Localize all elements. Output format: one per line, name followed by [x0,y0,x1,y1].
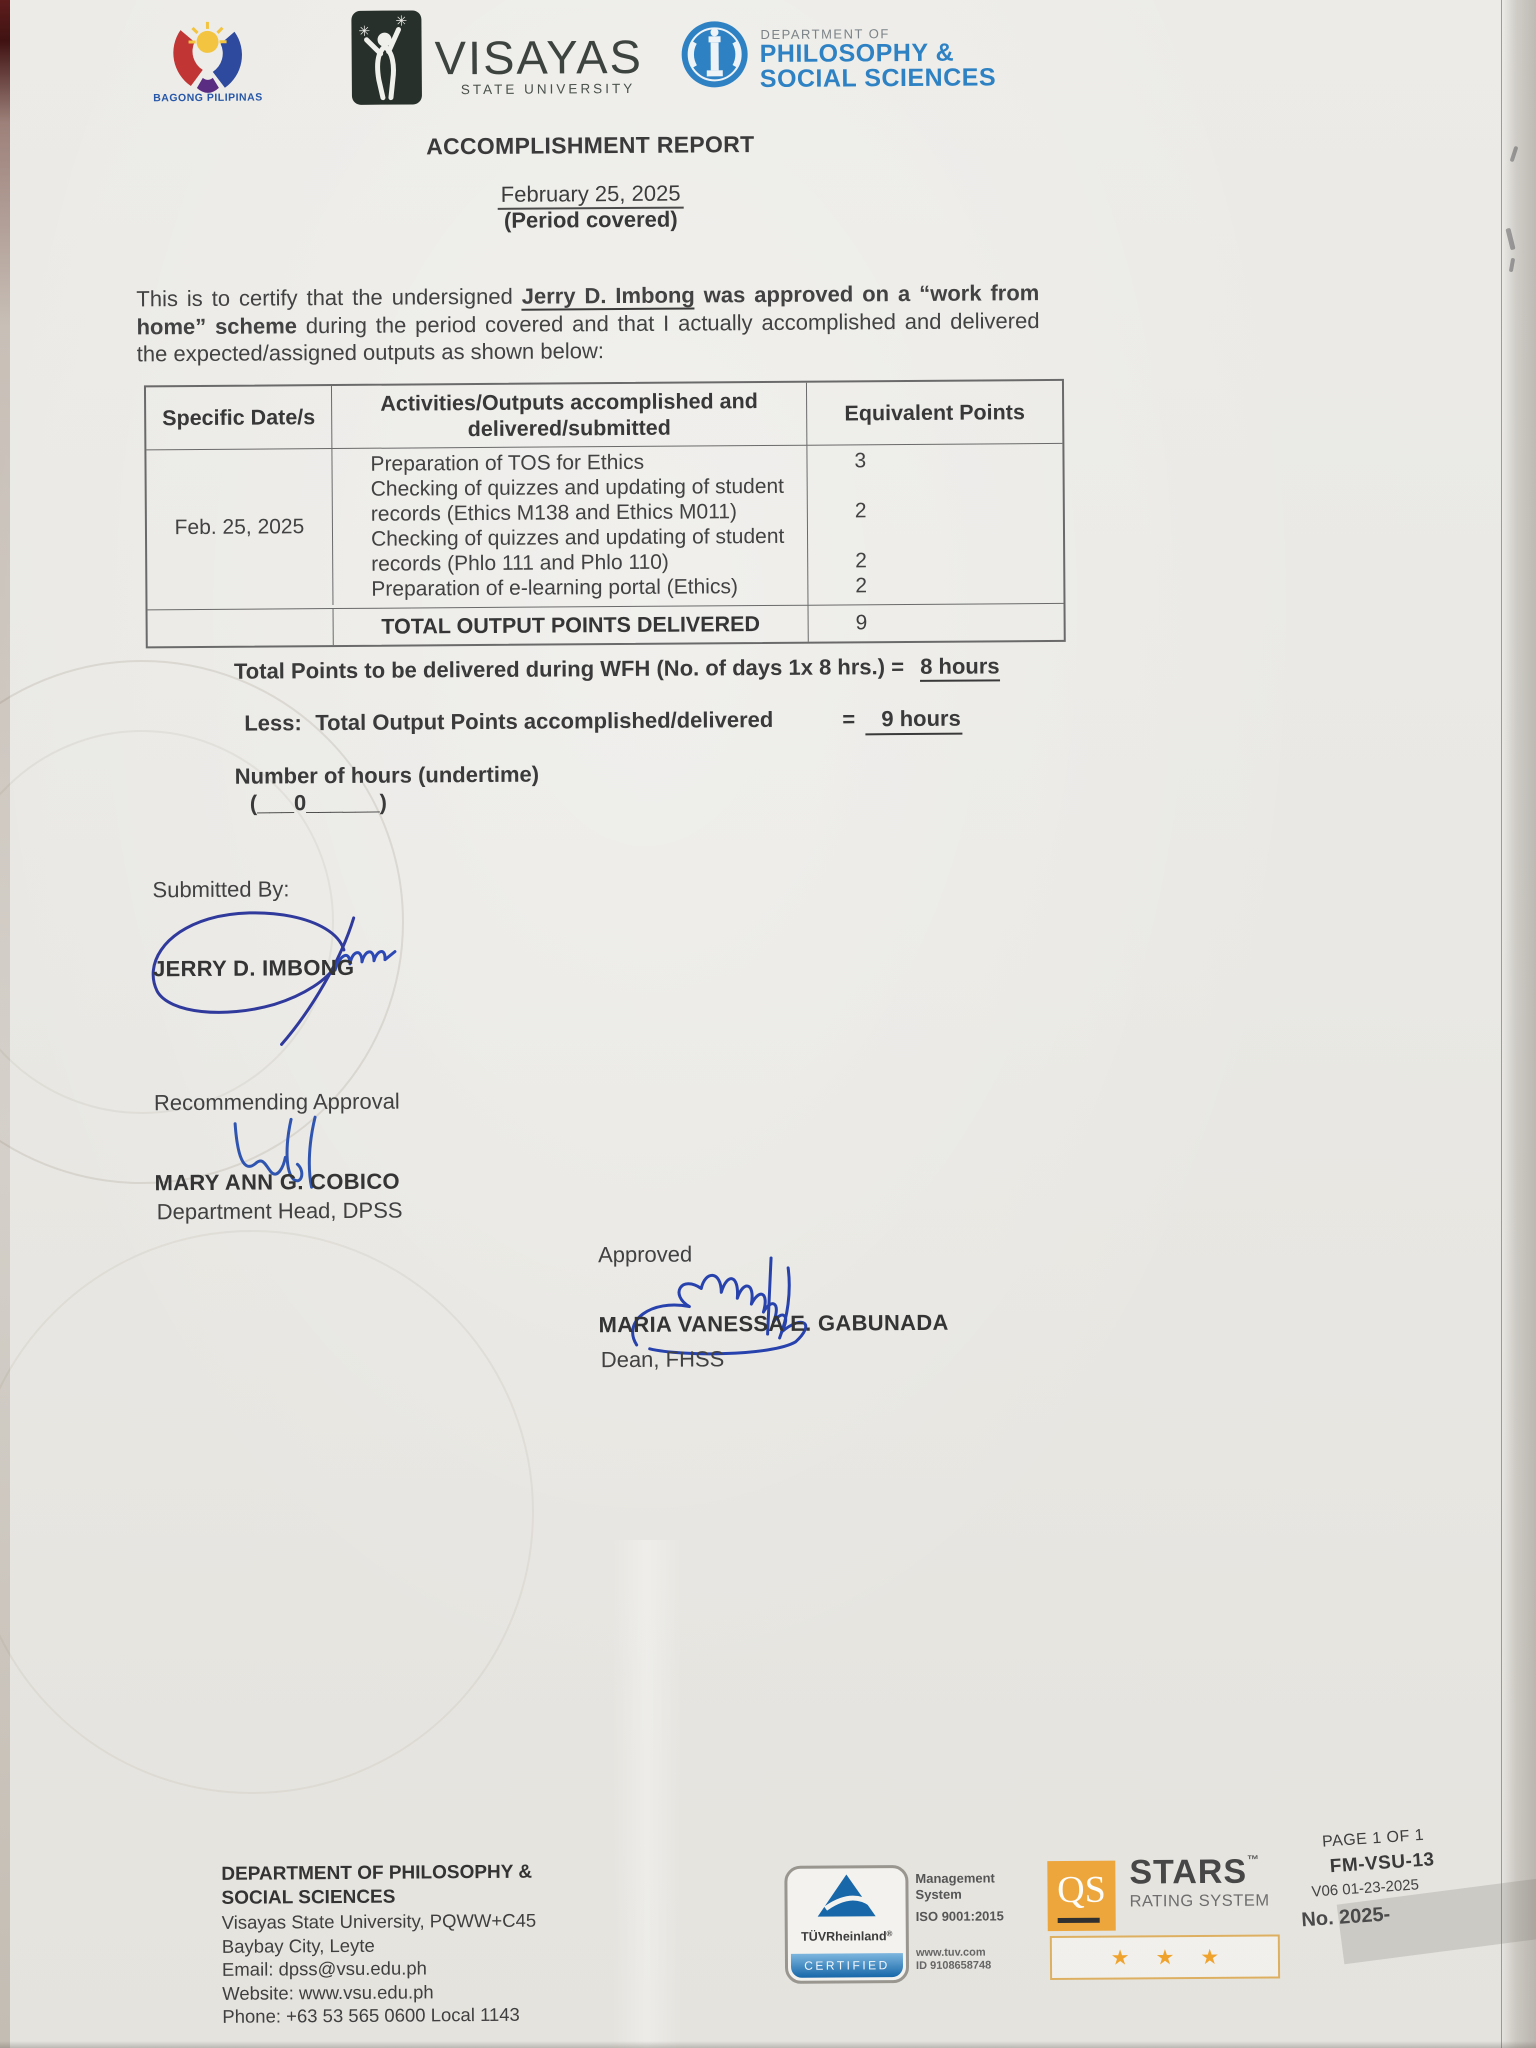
qs-underline-bar [1058,1918,1100,1923]
stars-trademark: ™ [1246,1852,1260,1867]
rating-system-word: RATING SYSTEM [1129,1891,1270,1911]
tuv-url: www.tuv.com [915,1946,986,1959]
stars-word: STARS [1129,1852,1248,1892]
accomplishment-table [144,379,1066,648]
footer-address1: Visayas State University, PQWW+C45 [221,1909,537,1933]
table-total-row [148,603,1064,646]
bagong-pilipinas-label: BAGONG PILIPINAS [153,91,263,105]
footer-dept-line2: SOCIAL SCIENCES [221,1886,396,1909]
svg-text:✳: ✳ [358,22,371,39]
recommending-name: MARY ANN G. COBICO [154,1168,400,1196]
tuv-ms-line1: Management [915,1870,995,1886]
scan-edge-bottom [0,2041,1536,2048]
period-covered-label: (Period covered) [503,206,678,233]
footer-website: Website: www.vsu.edu.ph [222,1980,434,2004]
less-line [0,702,1535,743]
vsu-wordmark: VISAYAS [434,29,644,85]
cell-points [807,444,1063,605]
qs-stars-wordmark [1129,1853,1269,1912]
form-code-block [1284,1819,1536,1956]
dpss-dept-of-label: DEPARTMENT OF [760,26,890,43]
form-version: V06 01-23-2025 [1310,1876,1420,1901]
qs-star-icon: ★ [1200,1945,1220,1969]
approved-title: Dean, FHSS [600,1346,725,1373]
points-value: 2 [855,574,868,598]
tuv-certified-logo [784,1865,909,1984]
bagong-pilipinas-logo [162,12,253,97]
cell-date: Feb. 25, 2025 [146,449,333,606]
submitted-by-label: Submitted By: [152,876,290,903]
wfh-total-line [234,653,1000,684]
approved-name: MARIA VANESSA E. GABUNADA [598,1309,949,1338]
tuv-brand-text: TÜVRheinland [801,1929,887,1944]
tuv-iso-line: ISO 9001:2015 [915,1908,1004,1924]
tuv-management-system-text [915,1870,1004,1925]
footer-address2: Baybay City, Leyte [221,1934,375,1957]
activity-item: Checking of quizzes and updating of student records (Ethics M138 and Ethics M011) [370,474,785,526]
col-header-date: Specific Date/s [146,386,332,450]
tuv-registered-mark: ® [886,1929,893,1939]
total-points-value: 9 [809,603,1064,642]
tuv-url-block [916,1946,991,1973]
table-header-row [146,381,1062,450]
svg-text:✳: ✳ [395,12,408,29]
period-date: February 25, 2025 [498,181,684,210]
qs-star-icon: ★ [1110,1946,1130,1970]
recommending-label: Recommending Approval [153,1088,400,1116]
tuv-triangle-icon [787,1868,905,1923]
undertime-value: (___0______) [249,789,387,816]
tuv-id: ID 9108658748 [915,1959,992,1972]
approved-label: Approved [597,1241,693,1268]
less-value: 9 hours [865,706,963,736]
dpss-name-line1: PHILOSOPHY & [759,38,955,69]
intro-text-2: during the period covered and that I actually accomplished and delivered the expected/assigned outputs as shown below: [136,307,1040,367]
footer-email: Email: dpss@vsu.edu.ph [221,1957,428,1980]
dpss-logo [680,20,748,88]
submitted-name: JERRY D. IMBONG [152,954,355,982]
document-number: No. 2025- [1300,1903,1391,1932]
form-code: FM-VSU-13 [1329,1849,1436,1878]
tuv-ms-line2: System [915,1886,962,1902]
certification-paragraph [136,279,1040,368]
table-body-row [146,444,1063,609]
points-value: 2 [855,549,867,573]
activity-item: Checking of quizzes and updating of student records (Phlo 111 and Phlo 110) [370,524,785,576]
vsu-logo [350,9,423,106]
activity-item: Preparation of TOS for Ethics [370,450,645,476]
points-value: 3 [854,449,867,473]
footer-phone: Phone: +63 53 565 0600 Local 1143 [222,2003,520,2027]
scan-edge-left [0,0,10,2048]
employee-name-inline: Jerry D. Imbong [521,282,695,309]
intro-text-1: This is to certify that the undersigned [136,283,522,312]
report-title: ACCOMPLISHMENT REPORT [426,131,755,160]
col-header-activities: Activities/Outputs accomplished and delivered/submitted [332,383,807,449]
cell-activities [332,446,808,608]
cell-total-empty [148,608,334,646]
intro-bold-clause: was approved on a “work from home” scheme [136,280,1040,339]
tuv-certified-band: CERTIFIED [791,1953,903,1978]
wfh-total-value: 8 hours [920,653,1000,682]
footer-dept-line1: DEPARTMENT OF PHILOSOPHY & [221,1861,533,1885]
qs-letters: QS [1057,1868,1106,1912]
undertime-label: Number of hours (undertime) [234,761,540,789]
page-number: PAGE 1 OF 1 [1321,1826,1425,1851]
points-value: 2 [854,499,867,523]
less-label: Less: [244,710,302,736]
activity-item: Preparation of e-learning portal (Ethics) [371,575,738,601]
total-points-label: TOTAL OUTPUT POINTS DELIVERED [334,605,809,645]
qs-logo [1047,1861,1115,1931]
less-text: Total Output Points accomplished/delivered [315,706,774,736]
vsu-wordmark-sub: STATE UNIVERSITY [460,80,636,98]
less-equals: = [842,706,856,732]
wfh-total-label: Total Points to be delivered during WFH (No. of days 1x 8 hrs.) = [233,654,905,684]
recommending-title: Department Head, DPSS [156,1197,403,1225]
qs-star-rating-bar [1050,1934,1280,1980]
qs-star-icon: ★ [1155,1945,1175,1969]
dpss-name-line2: SOCIAL SCIENCES [759,63,997,94]
scan-edge-right [1501,0,1536,2048]
col-header-points: Equivalent Points [807,381,1062,446]
footer-contact-block [221,1861,537,2029]
